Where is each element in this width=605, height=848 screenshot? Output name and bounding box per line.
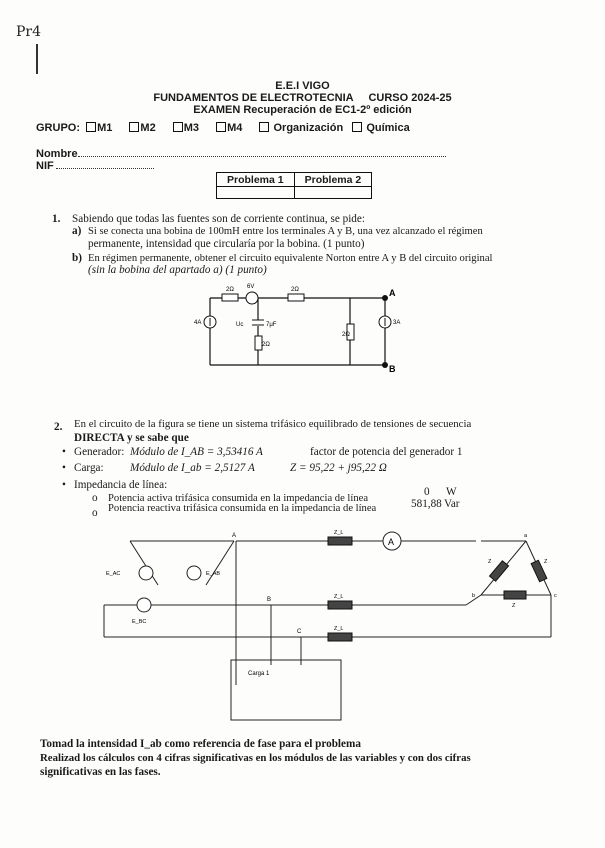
source-eab-icon: [187, 566, 201, 580]
node-a: [382, 295, 388, 301]
sub-bullet-icon: o: [92, 492, 98, 504]
grupo-option-m1[interactable]: M1: [86, 122, 112, 134]
p1-b-label: b): [72, 252, 82, 264]
z-delta-ab: [490, 561, 509, 581]
uc-label: Uc: [236, 322, 244, 328]
p1-b-line2: (sin la bobina del apartado a) (1 punto): [88, 264, 267, 276]
footer-line1: Tomad la intensidad I_ab como referencia de fase para el problema: [40, 738, 361, 750]
node-a-label: A: [389, 288, 396, 298]
p2-gen-value: Módulo de I_AB = 3,53416 A: [130, 446, 263, 458]
resistor-top-mid: [288, 294, 304, 301]
circuit-2: [96, 525, 556, 725]
e-ab-label: E_AB: [206, 571, 221, 577]
source-eac-icon: [139, 566, 153, 580]
grupo-label: GRUPO:: [36, 122, 80, 134]
handwritten-mark: Pr4: [16, 24, 42, 40]
footer-line2: Realizad los cálculos con 4 cifras significativas en los módulos de las variables y con dos cifras: [40, 752, 471, 764]
handwritten-stroke: [36, 44, 38, 74]
checkbox-icon[interactable]: [86, 122, 96, 132]
problem1-header: Problema 1: [217, 173, 295, 187]
p2-sub2: Potencia reactiva trifásica consumida en la impedancia de línea: [108, 503, 377, 514]
nombre-label: Nombre: [36, 148, 78, 160]
grupo-option-organizacion[interactable]: Organización: [259, 122, 343, 134]
grupo-row: [36, 122, 410, 134]
z-label-ac: Z: [544, 559, 548, 565]
p2-sub2-unit: Var: [444, 498, 460, 510]
node-b-label: B: [389, 364, 396, 374]
checkbox-icon[interactable]: [173, 122, 183, 132]
zl-line-a: [328, 537, 352, 545]
p2-gen-label: Generador:: [74, 446, 125, 458]
cap-label: 7μF: [266, 322, 277, 328]
p2-sub1: Potencia activa trifásica consumida en la impedancia de línea: [108, 493, 369, 504]
p2-carga-label: Carga:: [74, 462, 104, 474]
zl-line-b: [328, 601, 352, 609]
zl-label-c: Z_L: [334, 626, 344, 632]
school-title: E.E.I VIGO: [275, 80, 330, 92]
node-C-label: C: [297, 629, 302, 635]
i-left-label: 4A: [194, 320, 202, 326]
p1-intro: Sabiendo que todas las fuentes son de corriente continua, se pide:: [72, 213, 365, 225]
zl-label-b: Z_L: [334, 594, 344, 600]
node-B-label: B: [267, 597, 272, 603]
p2-number: 2.: [54, 421, 63, 433]
p2-sub2-val: 581,88: [411, 498, 442, 510]
bullet-icon: •: [62, 462, 66, 474]
p2-intro2: DIRECTA y se sabe que: [74, 432, 189, 444]
sub-bullet-icon: o: [92, 507, 98, 519]
r-right-label: 2Ω: [342, 332, 350, 338]
z-delta-bc: [504, 591, 526, 599]
nif-field[interactable]: [56, 168, 154, 169]
carga1-label: Carga 1: [248, 671, 270, 677]
p2-carga-z: Z = 95,22 + j95,22 Ω: [290, 462, 387, 474]
resistor-cap: [255, 336, 262, 350]
source-ebc-icon: [137, 598, 151, 612]
voltage-source-icon: [246, 292, 258, 304]
p2-gen-pf: factor de potencia del generador 1: [310, 446, 463, 458]
p2-carga-value: Módulo de I_ab = 2,5127 A: [130, 462, 255, 474]
p1-number: 1.: [52, 213, 61, 225]
checkbox-icon[interactable]: [216, 122, 226, 132]
exam-title: EXAMEN Recuperación de EC1-2º edición: [193, 104, 412, 116]
ammeter-label: A: [388, 537, 395, 547]
r-top-left-label: 2Ω: [226, 287, 234, 293]
p1-a-line2: permanente, intensidad que circularía por la bobina. (1 punto): [88, 238, 365, 250]
node-b: [382, 362, 388, 368]
p2-linea-label: Impedancia de línea:: [74, 479, 168, 491]
bullet-icon: •: [62, 446, 66, 458]
resistor-top-left: [222, 294, 238, 301]
grupo-option-m3[interactable]: M3: [173, 122, 199, 134]
v-source-label: 6V: [247, 284, 255, 290]
p2-sub1-unit: W: [446, 486, 457, 498]
grupo-option-quimica[interactable]: Química: [352, 122, 409, 134]
problems-table: [216, 172, 372, 199]
footer-line3: significativas en las fases.: [40, 766, 161, 778]
node-A-label: A: [232, 533, 237, 539]
e-ac-label: E_AC: [106, 571, 121, 577]
i-right-label: 3A: [393, 320, 401, 326]
zl-line-c: [328, 633, 352, 641]
p1-a-label: a): [72, 225, 82, 237]
zl-label-a: Z_L: [334, 530, 344, 536]
bullet-icon: •: [62, 479, 66, 491]
course-title: FUNDAMENTOS DE ELECTROTECNIA CURSO 2024-25: [153, 92, 452, 104]
checkbox-icon[interactable]: [352, 122, 362, 132]
problem2-header: Problema 2: [294, 173, 372, 187]
node-b-lower-label: b: [472, 593, 476, 599]
problem2-score[interactable]: [294, 187, 372, 199]
node-a-lower-label: a: [524, 533, 528, 539]
checkbox-icon[interactable]: [259, 122, 269, 132]
p2-sub1-val: 0: [424, 486, 430, 498]
circuit-1: [190, 280, 410, 380]
nif-label: NIF: [36, 160, 54, 172]
p2-intro1: En el circuito de la figura se tiene un sistema trifásico equilibrado de tensiones de secuencia: [74, 418, 472, 430]
checkbox-icon[interactable]: [129, 122, 139, 132]
nombre-field[interactable]: [78, 156, 446, 157]
grupo-option-m2[interactable]: M2: [129, 122, 155, 134]
r-cap-label: 2Ω: [262, 342, 270, 348]
p1-b-line1: En régimen permanente, obtener el circuito equivalente Norton entre A y B del circuito original: [88, 253, 493, 264]
z-label-ab: Z: [488, 559, 492, 565]
problem1-score[interactable]: [217, 187, 295, 199]
e-bc-label: E_BC: [132, 619, 147, 625]
r-top-mid-label: 2Ω: [291, 287, 299, 293]
grupo-option-m4[interactable]: M4: [216, 122, 242, 134]
z-label-bc: Z: [512, 603, 516, 609]
node-c-lower-label: c: [554, 593, 557, 599]
p1-a-line1: Si se conecta una bobina de 100mH entre los terminales A y B, una vez alcanzado el régimen: [88, 226, 483, 237]
